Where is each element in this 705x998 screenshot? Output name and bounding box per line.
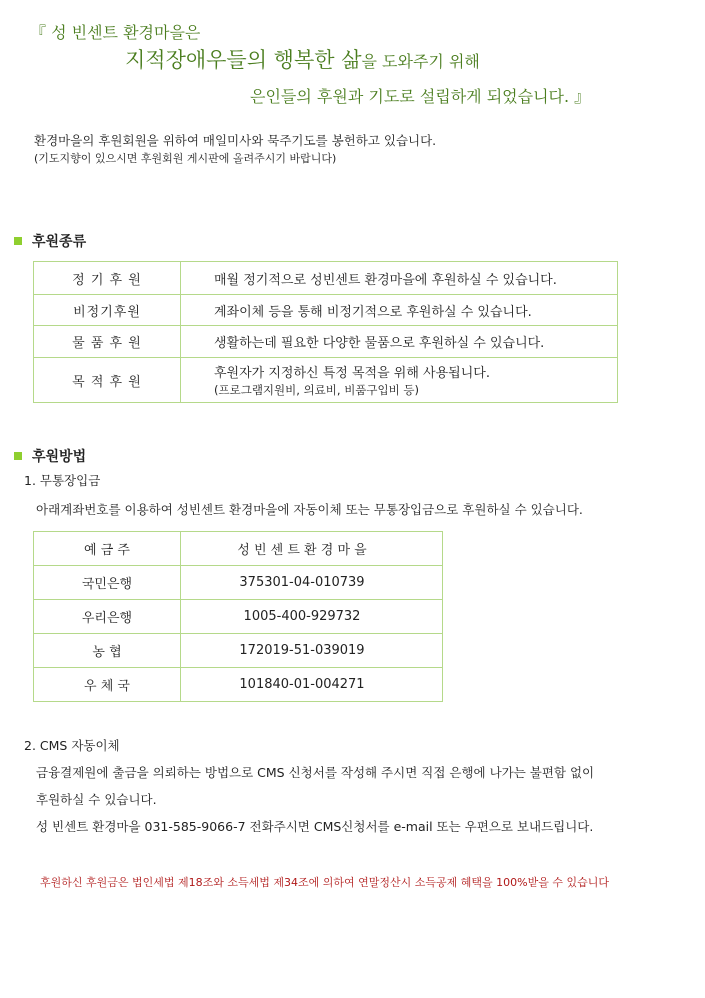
support-method-heading <box>14 446 86 466</box>
account-number: 172019-51-039019 <box>181 634 443 668</box>
support-types-table <box>33 261 618 403</box>
table-row <box>34 326 618 358</box>
prayer-notice: 환경마을의 후원회원을 위하여 매일미사와 묵주기도를 봉헌하고 있습니다. <box>34 133 437 148</box>
support-types-heading <box>14 231 86 251</box>
square-bullet-icon <box>14 452 22 460</box>
bank-name: 농 협 <box>34 634 181 668</box>
tax-deduction-notice: 후원하신 후원금은 법인세법 제18조와 소득세법 제34조에 의하여 연말정산시 소득공제 혜택을 100%받을 수 있습니다 <box>40 876 609 889</box>
method-1-title: 1. 무통장입금 <box>24 473 101 488</box>
method-2-body-line-2: 후원하실 수 있습니다. <box>36 792 157 807</box>
bank-name: 우리은행 <box>34 600 181 634</box>
table-row <box>34 634 443 668</box>
support-type-desc: 매월 정기적으로 성빈센트 환경마을에 후원하실 수 있습니다. <box>181 262 618 295</box>
method-2-title: 2. CMS 자동이체 <box>24 738 120 753</box>
support-type-label: 정 기 후 원 <box>34 262 181 295</box>
table-row <box>34 532 443 566</box>
support-type-desc-sub: (프로그램지원비, 의료비, 비품구입비 등) <box>214 383 419 397</box>
bank-name: 우 체 국 <box>34 668 181 702</box>
support-type-desc: 생활하는데 필요한 다양한 물품으로 후원하실 수 있습니다. <box>181 326 618 358</box>
prayer-notice-sub: (기도지향이 있으시면 후원회원 게시판에 올려주시기 바랍니다) <box>34 152 337 165</box>
method-2-body-line-1: 금융결제원에 출금을 의뢰하는 방법으로 CMS 신청서를 작성해 주시면 직접 은행에 나가는 불편함 없이 <box>36 765 595 780</box>
account-holder-value: 성 빈 센 트 환 경 마 을 <box>181 532 443 566</box>
support-type-desc-main: 후원자가 지정하신 특정 목적을 위해 사용됩니다. <box>214 366 490 381</box>
table-row <box>34 358 618 403</box>
support-type-label: 비정기후원 <box>34 295 181 326</box>
table-row <box>34 600 443 634</box>
intro-line-1: 『 성 빈센트 환경마을은 <box>30 23 201 42</box>
bank-name: 국민은행 <box>34 566 181 600</box>
account-number: 101840-01-004271 <box>181 668 443 702</box>
account-number: 1005-400-929732 <box>181 600 443 634</box>
bank-account-table <box>33 531 443 702</box>
support-method-title: 후원방법 <box>32 449 87 465</box>
table-row <box>34 295 618 326</box>
intro-line-2-rest: 을 도와주기 위해 <box>361 52 480 71</box>
support-type-label: 목 적 후 원 <box>34 358 181 403</box>
table-row <box>34 566 443 600</box>
account-holder-label: 예 금 주 <box>34 532 181 566</box>
account-number: 375301-04-010739 <box>181 566 443 600</box>
intro-highlight: 지적장애우들의 행복한 삶 <box>125 48 362 72</box>
support-type-label: 물 품 후 원 <box>34 326 181 358</box>
table-row <box>34 262 618 295</box>
method-2-contact-line: 성 빈센트 환경마을 031-585-9066-7 전화주시면 CMS신청서를 e-mail 또는 우편으로 보내드립니다. <box>36 819 594 834</box>
support-types-title: 후원종류 <box>32 234 87 250</box>
table-row <box>34 668 443 702</box>
intro-line-2 <box>125 44 480 74</box>
support-type-desc <box>181 358 618 403</box>
support-type-desc: 계좌이체 등을 통해 비정기적으로 후원하실 수 있습니다. <box>181 295 618 326</box>
square-bullet-icon <box>14 237 22 245</box>
intro-line-3: 은인들의 후원과 기도로 설립하게 되었습니다. 』 <box>250 87 591 106</box>
method-1-body: 아래계좌번호를 이용하여 성빈센트 환경마을에 자동이체 또는 무통장입금으로 후원하실 수 있습니다. <box>36 502 583 517</box>
